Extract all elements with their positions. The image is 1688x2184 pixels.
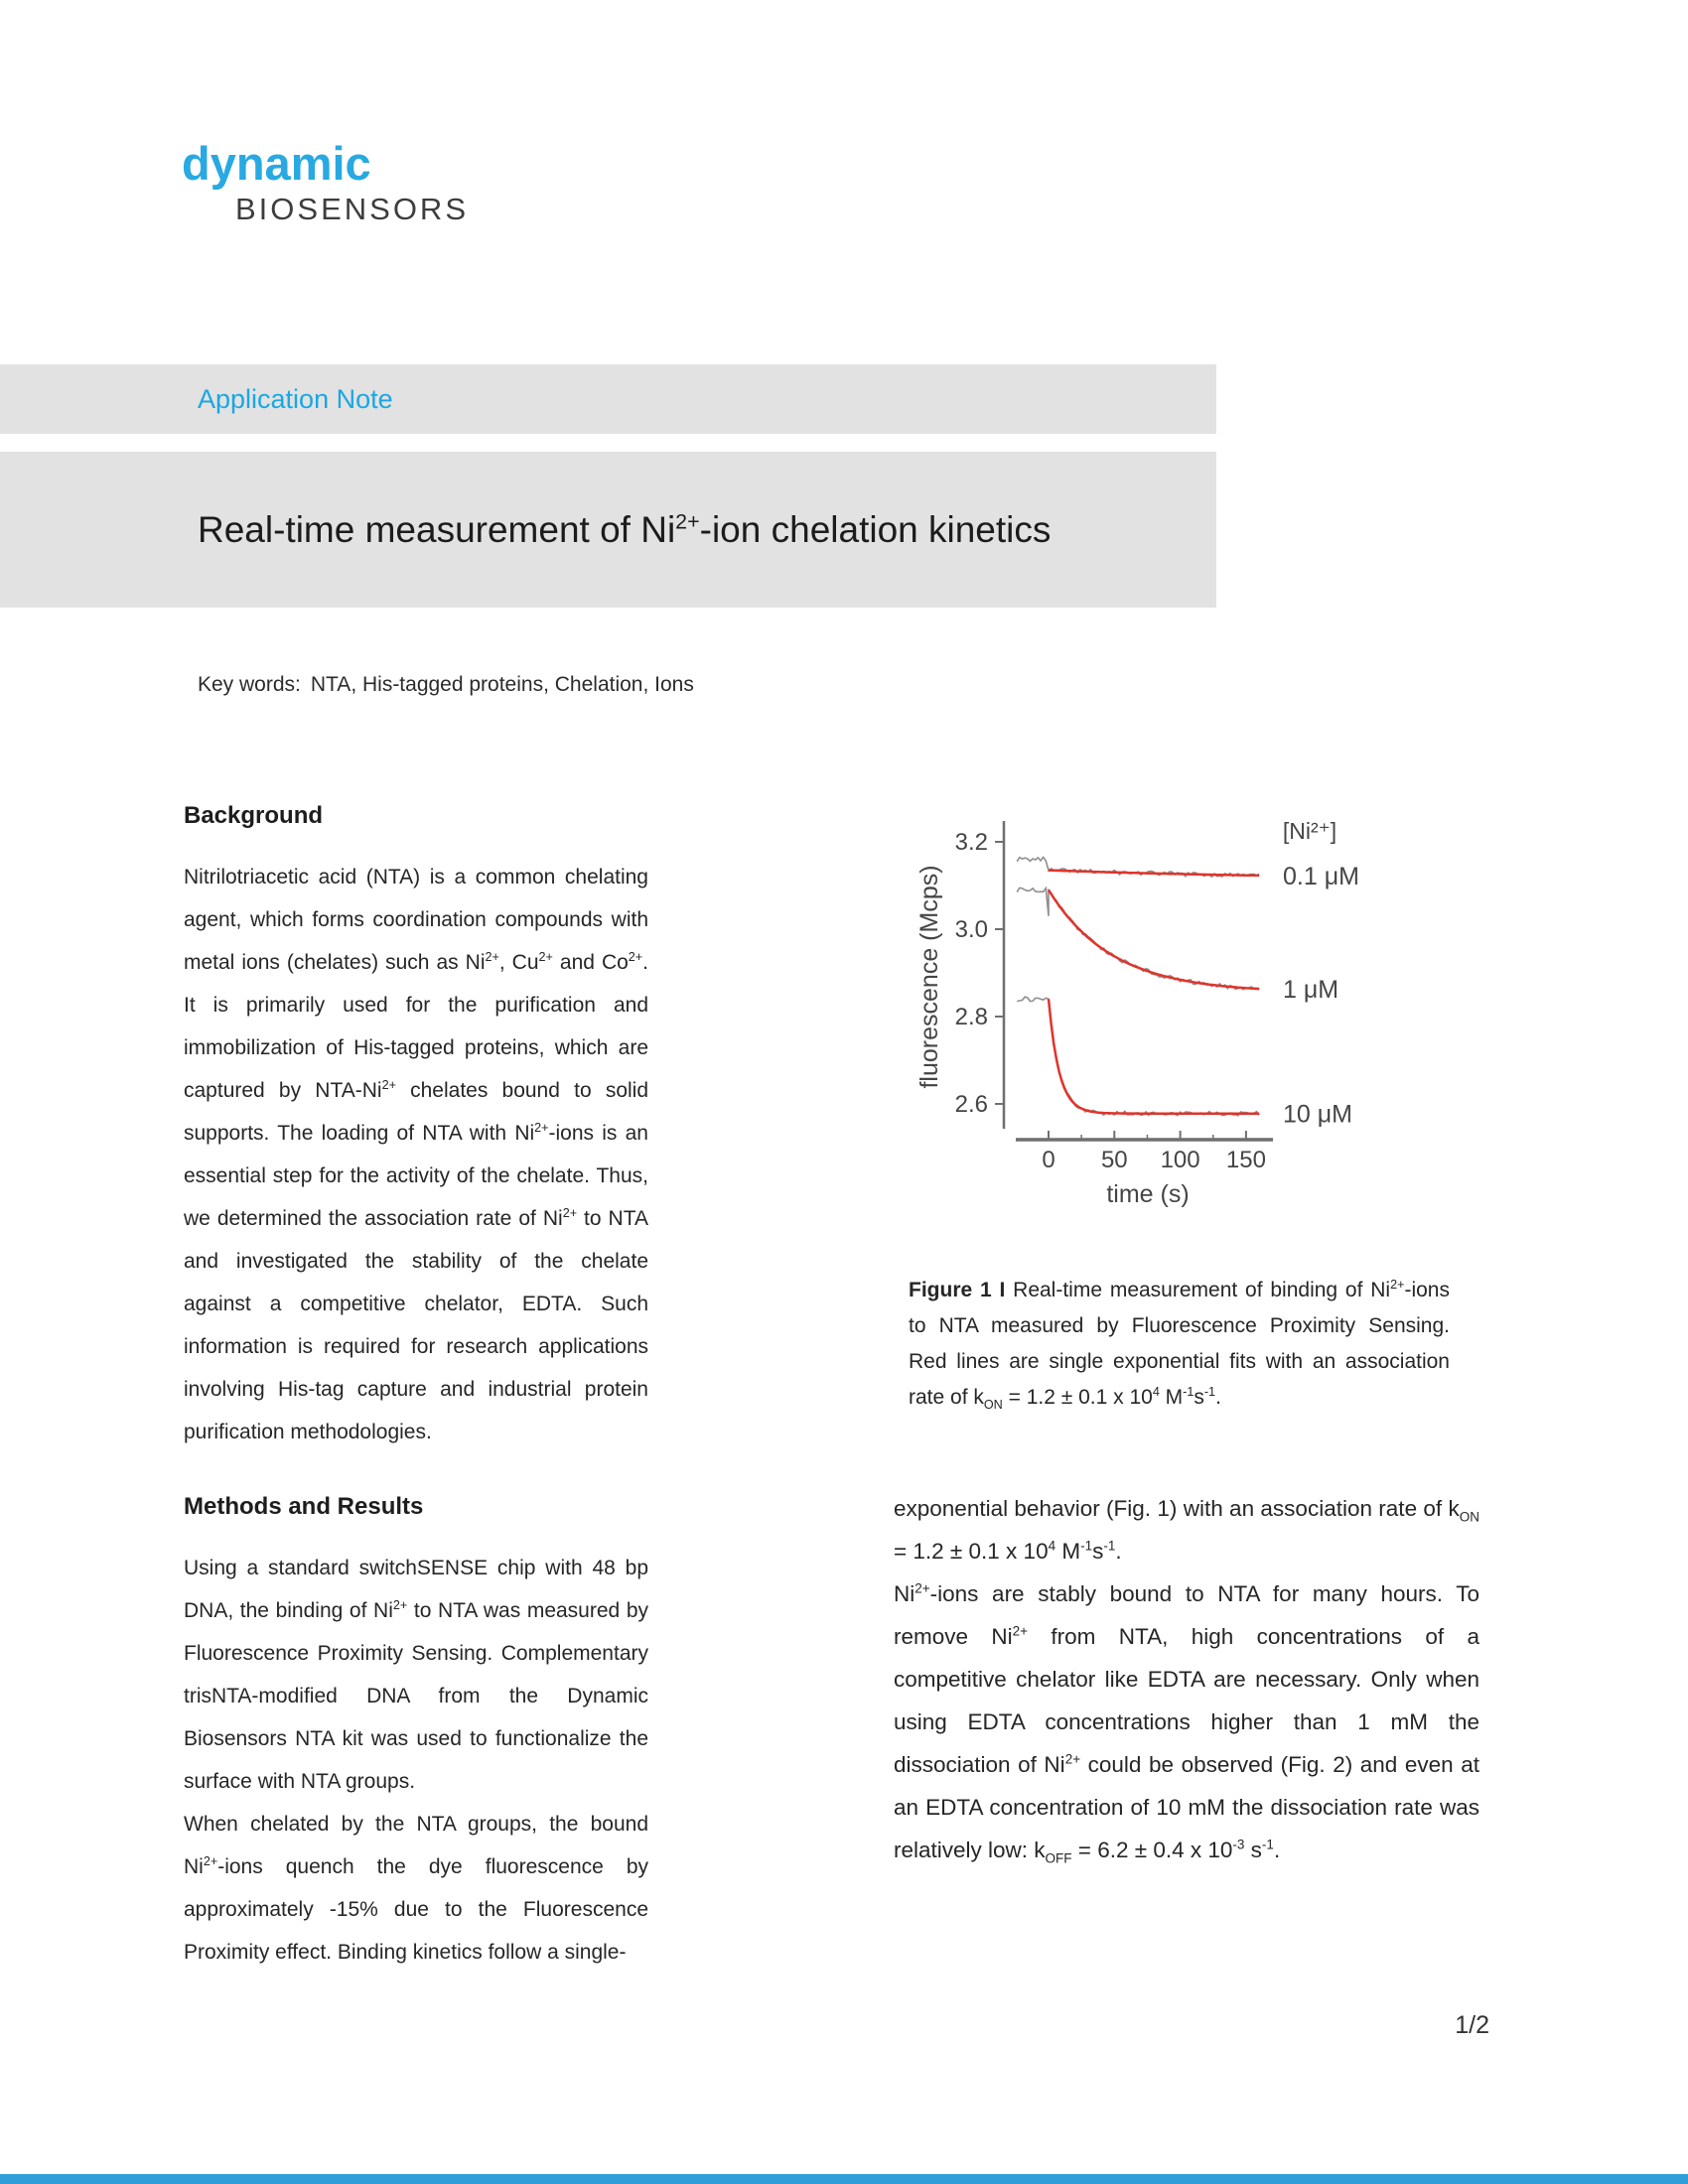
- background-heading: Background: [184, 802, 324, 829]
- application-note-band: [0, 364, 1216, 434]
- figure-caption-lead: Figure 1 I: [909, 1279, 1006, 1301]
- page-number: 1/2: [1455, 2011, 1489, 2039]
- figure-caption: [909, 1273, 1450, 1416]
- x-axis-title: time (s): [1106, 1180, 1190, 1208]
- x-tick-label: 0: [1042, 1147, 1055, 1173]
- methods-paragraph-1: Using a standard switchSENSE chip with 48 bp DNA, the binding of $Ni^{2+}$ to NTA was measured by Fluorescence Proximity Sensing. Complementary trisNTA-modified DNA from the Dynamic Biosensors NTA kit was used to functionalize the surface with NTA groups.: [184, 1557, 649, 1793]
- measured-trace: [1017, 997, 1259, 1116]
- figure-caption-text: Real-time measurement of binding of $Ni^{2+}$-ions to NTA measured by Fluorescence Proximity Sensing. Red lines are single exponential fits with an association rate of $k_{ON} = 1.2 \pm 0.1$ x $10^4$ $M^{-1}s^{-1}$.: [909, 1278, 1450, 1413]
- keywords-text: NTA, His-tagged proteins, Chelation, Ions: [310, 673, 694, 696]
- company-logo: [182, 137, 469, 226]
- figure-chart: [894, 809, 1420, 1218]
- title-band: [0, 452, 1216, 608]
- y-tick-label: 3.0: [954, 916, 988, 943]
- keywords-label: Key words:: [198, 673, 301, 696]
- right-column: [894, 1487, 1479, 1871]
- x-tick-label: 150: [1225, 1147, 1266, 1173]
- fit-line: [1049, 999, 1259, 1113]
- y-axis-title: fluorescence (Mcps): [915, 865, 943, 1089]
- series-label: 1 μM: [1283, 976, 1339, 1005]
- footer-accent-bar: [0, 2174, 1688, 2184]
- right-paragraph-2: $Ni^{2+}$-ions are stably bound to NTA for many hours. To remove $Ni^{2+}$ from NTA, high concentrations of a competitive chelator like EDTA are necessary. Only when using EDTA concentrations higher than 1 mM the dissociation of $Ni^{2+}$ could be observed (Fig. 2) and even at an EDTA concentration of 10 mM the dissociation rate was relatively low: $k_{OFF} = 6.2 \pm 0.4$ x $10^{-3}$ $s^{-1}$.: [894, 1580, 1479, 1866]
- x-tick-label: 50: [1100, 1147, 1128, 1173]
- x-tick-label: 100: [1160, 1147, 1200, 1173]
- methods-heading: Methods and Results: [184, 1493, 424, 1520]
- y-tick-label: 3.2: [954, 829, 988, 856]
- measured-trace: [1017, 887, 1259, 989]
- background-paragraph: Nitrilotriacetic acid (NTA) is a common chelating agent, which forms coordination compounds with metal ions (chelates) such as $Ni^{2+}$, $Cu^{2+}$ and $Co^{2+}$. It is primarily used for the purification and immobilization of His-tagged proteins, which are captured by NTA-$Ni^{2+}$ chelates bound to solid supports. The loading of NTA with $Ni^{2+}$-ions is an essential step for the activity of the chelate. Thus, we determined the association rate of $Ni^{2+}$ to NTA and investigated the stability of the chelate against a competitive chelator, EDTA. Such information is required for research applications involving His-tag capture and industrial protein purification methodologies.: [184, 866, 649, 1443]
- keywords-line: [198, 673, 694, 697]
- legend-title: [Ni²⁺]: [1282, 818, 1337, 844]
- fit-line: [1049, 871, 1259, 876]
- series-label: 0.1 μM: [1283, 862, 1359, 890]
- fit-line: [1049, 889, 1259, 989]
- application-note-label: Application Note: [198, 383, 393, 414]
- y-tick-label: 2.6: [954, 1091, 988, 1118]
- y-tick-label: 2.8: [954, 1004, 988, 1030]
- page-title: Real-time measurement of $Ni^{2+}$-ion chelation kinetics: [198, 508, 1052, 550]
- series-label: 10 μM: [1283, 1100, 1352, 1129]
- logo-wordmark-dynamic: dynamic: [182, 137, 371, 190]
- left-column: [184, 802, 648, 1974]
- logo-wordmark-biosensors: BIOSENSORS: [235, 192, 469, 226]
- methods-paragraph-2: When chelated by the NTA groups, the bound $Ni^{2+}$-ions quench the dye fluorescence by approximately -15% due to the Fluorescence Proximity effect. Binding kinetics follow a single-: [184, 1813, 648, 1964]
- right-paragraph-1: exponential behavior (Fig. 1) with an association rate of $k_{ON} = 1.2 \pm 0.1$ x $10^4$ $M^{-1}s^{-1}$.: [894, 1496, 1479, 1564]
